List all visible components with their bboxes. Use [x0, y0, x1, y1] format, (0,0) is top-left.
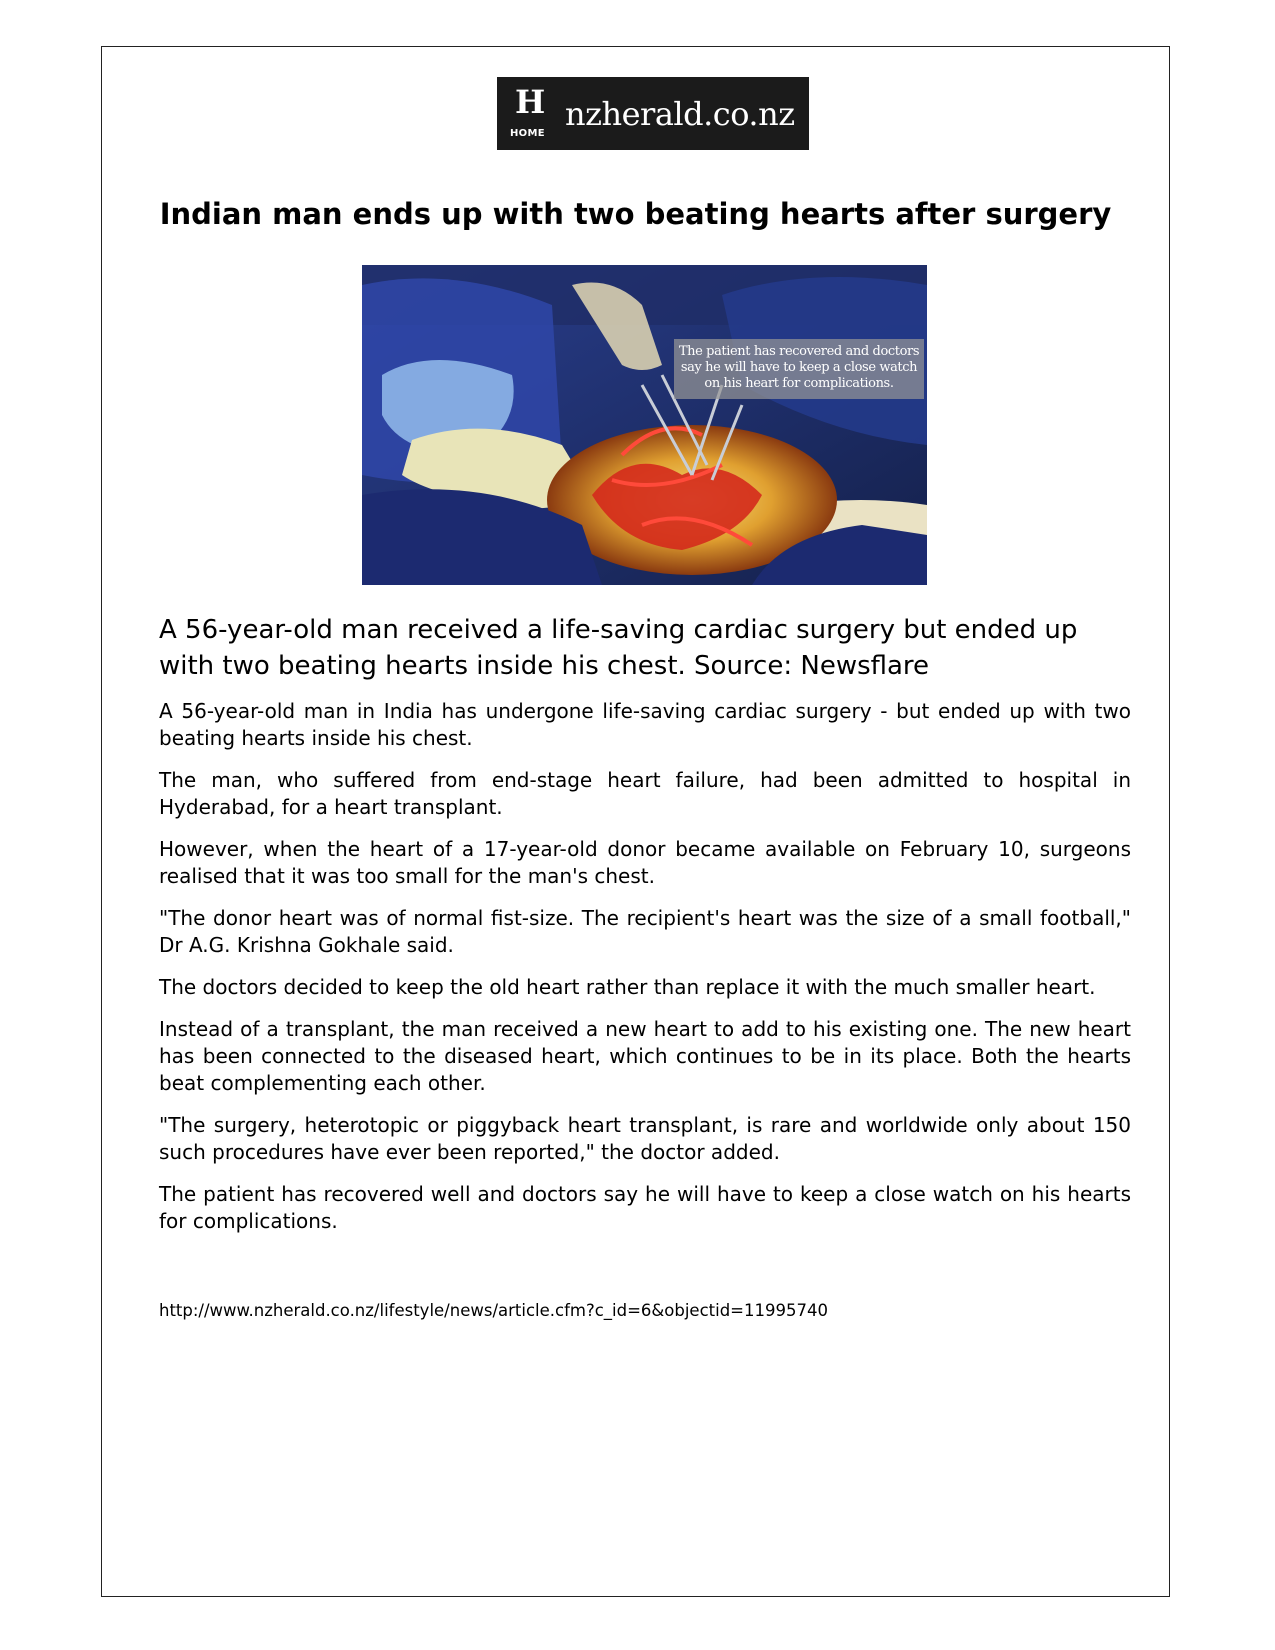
logo-site-name: nzherald.co.nz	[565, 94, 795, 133]
surgery-photo-illustration	[362, 265, 927, 585]
article-body	[159, 698, 1131, 1250]
paragraph: The doctors decided to keep the old heart rather than replace it with the much smaller heart.	[159, 975, 1096, 999]
logo-home-label[interactable]: HOME	[510, 127, 545, 139]
nzherald-logo[interactable]	[497, 77, 809, 150]
article-headline: Indian man ends up with two beating hearts after surgery	[159, 197, 1112, 231]
logo-glyph: H	[515, 82, 546, 121]
paragraph: The man, who suffered from end-stage heart failure, had been admitted to hospital in Hyderabad, for a heart transplant.	[159, 768, 1131, 819]
paragraph: However, when the heart of a 17-year-old donor became available on February 10, surgeons realised that it was too small for the man's chest.	[159, 837, 1131, 888]
paragraph: Instead of a transplant, the man received a new heart to add to his existing one. The new heart has been connected to the diseased heart, which continues to be in its place. Both the hearts beat complementing each other.	[159, 1017, 1131, 1095]
paragraph: "The surgery, heterotopic or piggyback heart transplant, is rare and worldwide only about 150 such procedures have ever been reported," the doctor added.	[159, 1113, 1131, 1164]
paragraph: The patient has recovered well and doctors say he will have to keep a close watch on his hearts for complications.	[159, 1182, 1131, 1233]
paragraph: A 56-year-old man in India has undergone life-saving cardiac surgery - but ended up with two beating hearts inside his chest.	[159, 699, 1131, 750]
source-url-link[interactable]: http://www.nzherald.co.nz/lifestyle/news/article.cfm?c_id=6&objectid=11995740	[159, 1301, 828, 1320]
image-overlay-caption: The patient has recovered and doctors say he will have to keep a close watch on his heart for complications.	[674, 339, 924, 399]
paragraph: "The donor heart was of normal fist-size. The recipient's heart was the size of a small football," Dr A.G. Krishna Gokhale said.	[159, 906, 1131, 957]
herald-h-icon	[509, 84, 553, 144]
image-caption: A 56-year-old man received a life-saving cardiac surgery but ended up with two beating hearts inside his chest. Source: Newsflare	[159, 615, 1078, 681]
surgery-photo	[362, 265, 927, 585]
